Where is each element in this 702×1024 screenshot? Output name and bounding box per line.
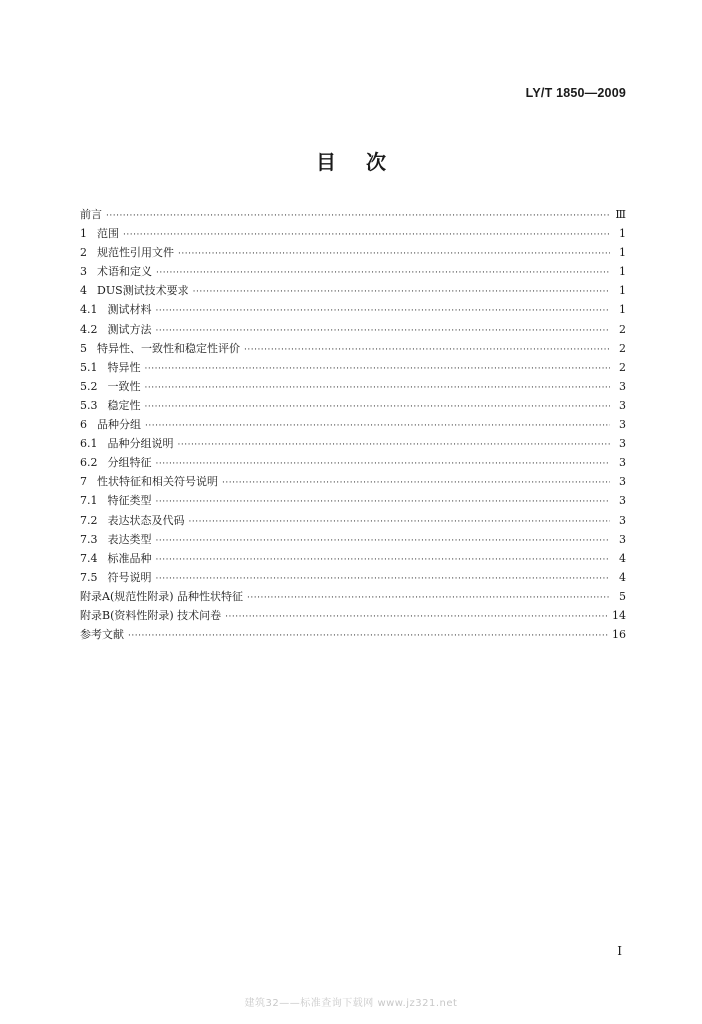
toc-leader-dots [156,574,611,584]
toc-entry-label: 测试方法 [107,322,152,336]
toc-leader-dots [145,402,611,412]
toc-entry-label: 测试材料 [107,303,152,317]
toc-entry-label: 品种分组说明 [107,437,174,451]
toc-entry[interactable] [80,588,626,607]
toc-leader-dots [156,306,611,316]
toc-entry-page: 1 [619,246,626,260]
toc-entry[interactable] [80,244,626,263]
toc-entry-number: 4.1 [80,303,98,317]
toc-entry-label: 分组特征 [107,456,152,470]
toc-leader-dots [178,440,611,450]
toc-entry-label: 术语和定义 [97,265,152,279]
toc-entry-number: 6.1 [80,437,98,451]
toc-entry-page: 3 [619,513,626,527]
toc-entry-page: 1 [619,265,626,279]
toc-entry[interactable] [80,321,626,340]
toc-entry-page: 5 [619,589,626,603]
toc-leader-dots [156,497,611,507]
toc-entry-label: 性状特征和相关符号说明 [97,475,218,489]
toc-entry-label: 参考文献 [80,628,124,642]
toc-entry-page: Ⅲ [615,208,626,221]
toc-entry-page: 3 [619,532,626,546]
toc-leader-dots [156,555,611,565]
toc-entry-number: 4 [80,284,87,298]
toc-entry-number: 1 [80,227,87,241]
toc-leader-dots [156,536,611,546]
toc-entry-page: 1 [619,303,626,317]
toc-entry-label: 符号说明 [107,570,152,584]
toc-entry-number: 7.4 [80,551,98,565]
toc-entry[interactable] [80,263,626,282]
toc-entry-number: 2 [80,246,87,260]
toc-leader-dots [123,230,610,240]
toc-leader-dots [193,287,610,297]
toc-entry-page: 2 [619,341,626,355]
toc-leader-dots [189,517,611,527]
toc-leader-dots [145,364,611,374]
toc-leader-dots [222,478,610,488]
toc-entry-page: 3 [619,494,626,508]
toc-entry[interactable] [80,340,626,359]
toc-entry-label: 标准品种 [107,551,152,565]
toc-entry-label: 特异性、一致性和稳定性评价 [97,341,240,355]
toc-leader-dots [156,326,611,336]
toc-entry-number: 6.2 [80,456,98,470]
toc-entry[interactable] [80,397,626,416]
toc-entry-number: 7.5 [80,570,98,584]
toc-leader-dots [145,383,611,393]
toc-entry-page: 3 [619,398,626,412]
toc-entry-label: 特异性 [107,360,141,374]
toc-leader-dots [145,421,610,431]
toc-entry-page: 14 [612,608,626,622]
toc-entry-label: 附录B(资料性附录) 技术问卷 [80,608,222,622]
toc-entry[interactable] [80,282,626,301]
toc-entry[interactable] [80,569,626,588]
toc-entry-label: 附录A(规范性附录) 品种性状特征 [80,589,244,603]
toc-entry-number: 7.1 [80,494,98,508]
toc-entry-page: 2 [619,322,626,336]
toc-entry[interactable] [80,301,626,320]
toc-entry-label: 规范性引用文件 [97,246,174,260]
toc-entry-label: 范围 [97,227,119,241]
toc-entry-page: 3 [619,475,626,489]
toc-entry[interactable] [80,435,626,454]
document-code: LY/T 1850—2009 [525,86,626,100]
toc-entry[interactable] [80,454,626,473]
page-number: I [617,944,622,958]
toc-entry-number: 5.3 [80,398,98,412]
toc-entry[interactable] [80,473,626,492]
toc-entry-number: 7.3 [80,532,98,546]
toc-entry-number: 5 [80,341,87,355]
toc-entry-number: 6 [80,418,87,432]
toc-entry-label: 前言 [80,208,102,221]
toc-entry-label: 品种分组 [97,418,141,432]
toc-entry-page: 16 [612,628,626,642]
toc-entry[interactable] [80,359,626,378]
toc-leader-dots [178,249,610,259]
toc-entry-label: 表达类型 [107,532,152,546]
toc-entry[interactable] [80,607,626,626]
toc-leader-dots [247,593,610,603]
toc-leader-dots [156,268,610,278]
toc-entry-page: 3 [619,379,626,393]
toc-entry-page: 3 [619,456,626,470]
page-title: 目次 [316,150,416,174]
toc-entry-label: 稳定性 [107,398,141,412]
toc-leader-dots [225,612,608,622]
toc-entry[interactable] [80,512,626,531]
watermark: 建筑32——标准查询下载网 www.jz321.net [244,998,458,1009]
toc-entry-number: 5.2 [80,379,98,393]
toc-entry-label: 表达状态及代码 [107,513,185,527]
toc-entry-page: 2 [619,360,626,374]
toc-entry[interactable] [80,626,626,645]
toc-entry[interactable] [80,378,626,397]
toc-entry[interactable] [80,225,626,244]
toc-entry-page: 3 [619,437,626,451]
toc-entry-label: 特征类型 [107,494,152,508]
toc-entry[interactable] [80,492,626,511]
toc-entry-page: 3 [619,418,626,432]
toc-entry[interactable] [80,206,626,225]
table-of-contents [80,206,626,645]
toc-entry-number: 7 [80,475,87,489]
toc-entry-label: 一致性 [107,379,141,393]
toc-leader-dots [128,631,608,641]
toc-entry-page: 4 [619,551,626,565]
toc-leader-dots [156,459,611,469]
toc-entry-label: DUS测试技术要求 [97,284,189,298]
toc-entry[interactable] [80,416,626,435]
toc-entry[interactable] [80,550,626,569]
toc-entry-page: 1 [619,284,626,298]
toc-entry-number: 3 [80,265,87,279]
toc-entry-number: 7.2 [80,513,98,527]
toc-entry-page: 4 [619,570,626,584]
toc-leader-dots [244,345,610,355]
toc-entry[interactable] [80,531,626,550]
toc-entry-number: 4.2 [80,322,98,336]
toc-leader-dots [106,211,610,221]
toc-entry-page: 1 [619,227,626,241]
toc-entry-number: 5.1 [80,360,98,374]
